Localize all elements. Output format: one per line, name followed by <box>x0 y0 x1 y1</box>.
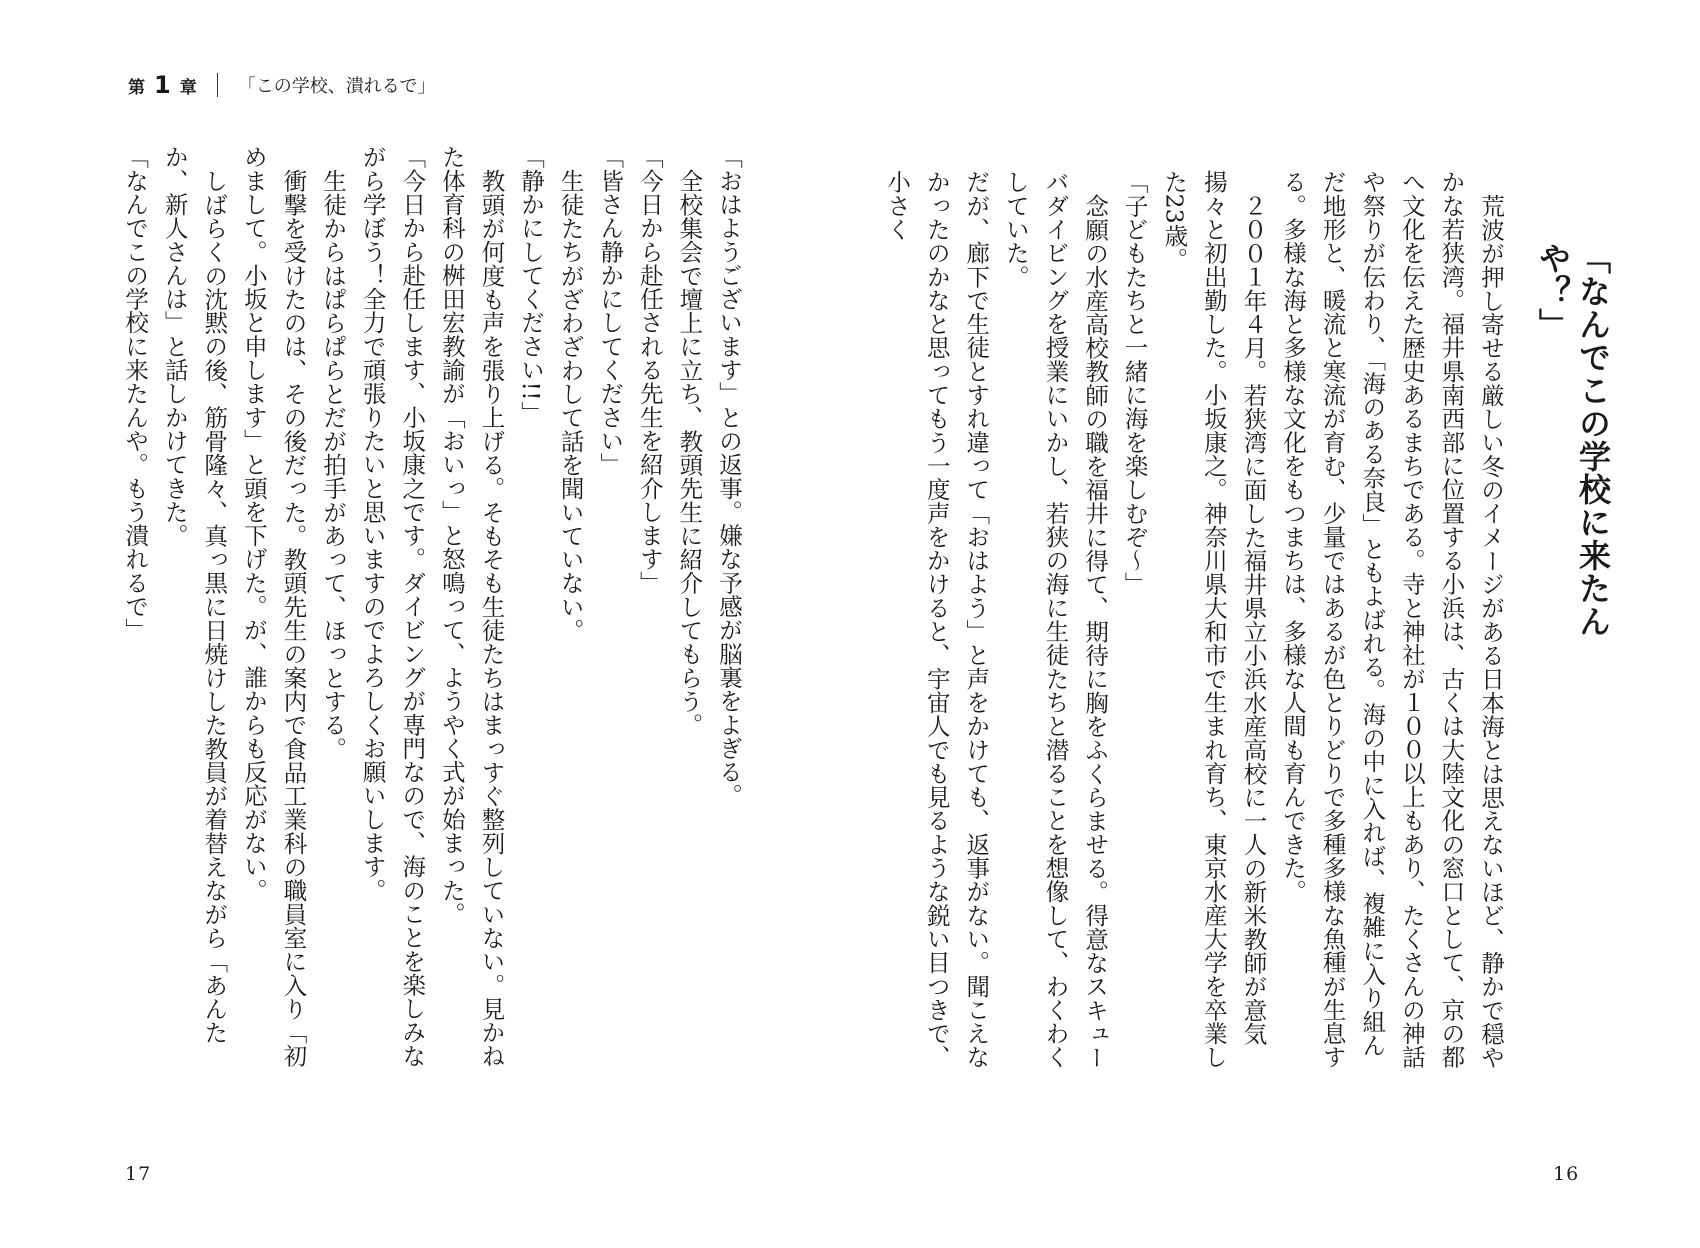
section-headline: 「なんでこの学校に来たんや？」 <box>1534 242 1612 638</box>
paragraph: 「皆さん静かにしてください」 <box>596 145 625 477</box>
paragraph: 「静かにしてください!!」 <box>517 145 546 425</box>
chapter-number: 1 <box>154 71 171 99</box>
paragraph: 教頭が何度も声を張り上げる。そもそも生徒たちはまっすぐ整列していない。見かねた体育科の桝田宏教諭が「おいっ」と怒鳴って、ようやく式が始まった。 <box>437 145 506 1068</box>
paragraph: だが、廊下で生徒とすれ違って「おはよう」と声をかけても、返事がない。聞こえなかったのかなと思ってもう一度声をかけると、宇宙人でも見るような鋭い目つきで、小さく <box>883 170 991 1069</box>
header-divider <box>217 73 218 97</box>
chapter-suffix: 章 <box>179 77 197 98</box>
page-number-left: 17 <box>125 1163 152 1185</box>
paragraph: 「なんでこの学校に来たんや。もう潰れるで」 <box>121 145 150 642</box>
paragraph: 「おはようございます」との返事。嫌な予感が脳裏をよぎる。 <box>715 145 743 808</box>
paragraph: 「今日から赴任します、小坂康之です。ダイビングが専門なので、海のことを楽しみながら学ぼう！全力で頑張りたいと思いますのでよろしくお願いします。 <box>358 145 427 1068</box>
paragraph: 生徒からはぱらぱらとだが拍手があって、ほっとする。 <box>319 168 348 760</box>
paragraph: 衝撃を受けたのは、その後だった。教頭先生の案内で食品工業科の職員室に入り「初めまして。小坂と申します」と頭を下げた。が、誰からも反応がない。 <box>239 145 308 1068</box>
paragraph: 「子どもたちと一緒に海を楽しむぞ～」 <box>1120 170 1149 596</box>
chapter-prefix: 第 <box>128 77 145 98</box>
chapter-title: 「この学校、潰れるで」 <box>237 76 436 97</box>
left-page-body <box>121 145 748 1085</box>
paragraph: 念願の水産高校教師の職を福井に得て、期待に胸をふくらませる。得意なスキューバダイビングを授業にいかし、若狭の海に生徒たちと潜ることを想像して、わくわくしていた。 <box>1001 170 1110 1069</box>
page-number-right: 16 <box>1553 1163 1580 1185</box>
paragraph: 「今日から赴任される先生を紹介します」 <box>635 145 664 595</box>
paragraph: ２００１年４月。若狭湾に面した福井県立小浜水産高校に一人の新米教師が意気揚々と初出勤した。小坂康之。神奈川県大和市で生まれ育ち、東京水産大学を卒業した23歳。 <box>1160 170 1268 1069</box>
paragraph: しばらくの沈黙の後、筋骨隆々、真っ黒に日焼けした教員が着替えながら「あんたか、新人さんは」と話しかけてきた。 <box>160 145 229 1044</box>
paragraph: 荒波が押し寄せる厳しい冬のイメージがある日本海とは思えないほど、静かで穏やかな若狭湾。福井県南西部に位置する小浜は、古くは大陸文化の窓口として、京の都へ文化を伝えた歴史あるまちである。寺と神社が１００以上もあり、たくさんの神話や祭りが伝わり、「海のある奈良」ともよばれる。海の中に入れば、複雑に入り組んだ地形と、暖流と寒流が育む、少量ではあるが色とりどりで多種多様な魚種が生息する。多様な海と多様な文化をもつまちは、多様な人間も育んできた。 <box>1279 170 1505 1069</box>
paragraph: 全校集会で壇上に立ち、教頭先生に紹介してもらう。 <box>675 168 704 737</box>
running-header <box>128 70 436 100</box>
paragraph: 生徒たちがざわざわして話を聞いていない。 <box>556 168 585 642</box>
right-page-body <box>883 170 1510 1080</box>
